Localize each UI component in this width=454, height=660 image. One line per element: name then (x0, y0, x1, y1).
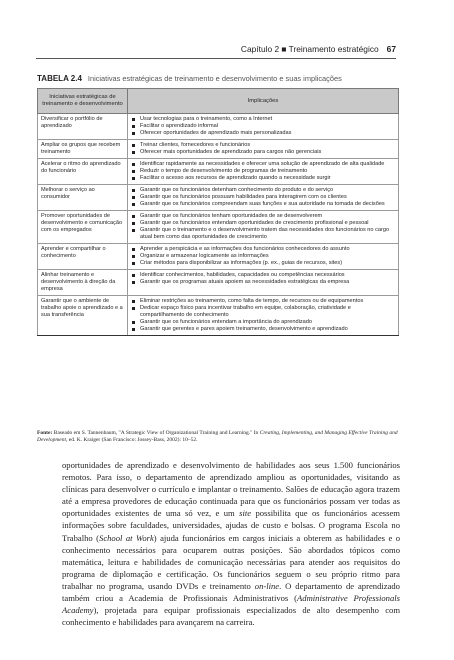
table-caption: Iniciativas estratégicas de treinamento e desenvolvimento e suas implicações (87, 74, 342, 83)
table-row (38, 211, 399, 244)
header-rule (36, 58, 396, 59)
body-part-3: ) ajuda funcionários em cargos iniciais a obterem as habilidades e o conhecimento necessários para ocuparem outras posições. São abordados tópicos como matemática, leitura e habilidades de comunicação necessárias para atender aos requisitos do programa de diplomação e certificação. Os funcionários seguem o seu próprio ritmo para trabalhar no programa, usando DVDs e treinamento (62, 532, 400, 591)
table-title (37, 74, 407, 83)
implications-list (131, 298, 395, 333)
source-text-1: Baseado em S. Tannenbaum, "A Strategic View of Organizational Training and Learning." In (52, 430, 260, 436)
table-row (38, 159, 399, 185)
body-paragraph (62, 459, 400, 628)
implication-text: Garantir que os programas atuais apoiem as necessidades estratégicas da empresa (140, 279, 350, 285)
implication-item (131, 161, 395, 168)
implication-item (131, 272, 395, 279)
implication-item (131, 279, 395, 286)
body-part-1: oportunidades de aprendizado e desenvolvimento de habilidades aos seus 1.500 funcionários remotos. Para isso, o departamento de aprendizado ampliou as oportunidades, visitando as clínicas para desenvolver o currículo e implantar o treinamento. Salões de educação agora trazem até a empresa provedores de educação continuada para que os funcionários possam ver todas as oportunidades existentes de uma só vez, e um (62, 460, 400, 519)
implications-list (131, 213, 395, 241)
implications-list (131, 161, 395, 182)
square-bullet-icon (132, 151, 135, 154)
implications-cell (128, 211, 399, 244)
implications-list (131, 246, 395, 267)
implication-text: Criar métodos para disponibilizar as informações (p. ex., guias de recursos, sites) (140, 260, 343, 266)
implication-text: Garantir que os funcionários entendam oportunidades de crescimento profissional e pessoal (140, 220, 369, 226)
body-online: on-line (254, 580, 280, 591)
table-header-row (38, 89, 399, 114)
implication-item (131, 187, 395, 194)
initiative-cell: Promover oportunidades de desenvolvimento e comunicação com os empregados (38, 211, 128, 244)
implication-text: Aprender a perspicácia e as informações dos funcionários conhecedores do assunto (140, 246, 350, 252)
strategy-table (37, 88, 399, 336)
header-implications: Implicações (128, 89, 399, 114)
source-label: Fonte: (37, 430, 53, 436)
implications-cell (128, 159, 399, 185)
implications-cell (128, 244, 399, 270)
page-number: 67 (386, 44, 396, 54)
square-bullet-icon (132, 281, 135, 284)
body-site: site (239, 508, 252, 519)
implication-text: Garantir que os funcionários detenham conhecimento do produto e do serviço (140, 187, 334, 193)
square-bullet-icon (132, 321, 135, 324)
implication-item (131, 319, 395, 326)
implication-item (131, 227, 395, 241)
square-bullet-icon (132, 307, 135, 310)
body-part-4: . O departamento de aprendizado também criou a Academia de Profissionais Administrativos ( (62, 580, 400, 604)
implications-cell (128, 114, 399, 140)
square-bullet-icon (132, 163, 135, 166)
implication-item (131, 298, 395, 305)
square-bullet-icon (132, 118, 135, 121)
square-bullet-icon (132, 255, 135, 258)
source-text-2: ed. K. Kraiger (San Francisco: Jossey-Bass, 2002): 10–52. (67, 437, 198, 443)
square-bullet-icon (132, 274, 135, 277)
implication-text: Reduzir o tempo de desenvolvimento de programas de treinamento (140, 168, 308, 174)
body-part-2: possibilita que os funcionários acessem informações sobre faculdades, universidades, ajudas de custo e bolsas. O programa Escola no Trabalho ( (62, 508, 400, 543)
implications-list (131, 116, 395, 137)
implication-item (131, 149, 395, 156)
implication-text: Usar tecnologias para o treinamento, como a Internet (140, 116, 273, 122)
implications-list (131, 187, 395, 208)
implication-item (131, 130, 395, 137)
table-row (38, 296, 399, 336)
implication-item (131, 123, 395, 130)
square-bullet-icon (132, 177, 135, 180)
implication-text: Garantir que os funcionários compreendam suas funções e sua autoridade na tomada de decisões (140, 201, 385, 207)
square-bullet-icon (132, 262, 135, 265)
implications-cell (128, 296, 399, 336)
implications-cell (128, 270, 399, 296)
square-bullet-icon (132, 170, 135, 173)
implication-item (131, 305, 395, 319)
implication-text: Garantir que os funcionários possuam habilidades para interagirem com os clientes (140, 194, 347, 200)
square-bullet-icon (132, 125, 135, 128)
table-body (38, 114, 399, 336)
square-bullet-icon (132, 248, 135, 251)
implication-text: Facilitar o aprendizado informal (140, 123, 219, 129)
body-academy: Administrative Professionals Academy (62, 593, 400, 616)
initiative-cell: Melhorar o serviço ao consumidor (38, 185, 128, 211)
table-label: TABELA 2.4 (37, 74, 82, 83)
initiative-cell: Ampliar os grupos que recebem treinamento (38, 140, 128, 159)
implication-item (131, 175, 395, 182)
implication-item (131, 201, 395, 208)
implications-list (131, 142, 395, 156)
table-row (38, 185, 399, 211)
header-initiatives: Iniciativas estratégicas de treinamento e desenvolvimento (38, 89, 128, 114)
table-row (38, 270, 399, 296)
source-book-title: Creating, Implementing, and Managing Effective Training and Development, (37, 430, 398, 443)
implication-text: Oferecer mais oportunidades de aprendizado para cargos não gerenciais (140, 149, 322, 155)
implication-item (131, 220, 395, 227)
implication-text: Garantir que o treinamento e o desenvolvimento tratem das necessidades dos funcionários no cargo atual bem como das oportunidades de crescimento (140, 227, 390, 240)
initiative-cell: Acelerar o ritmo do aprendizado do funcionário (38, 159, 128, 185)
implications-list (131, 272, 395, 286)
square-bullet-icon (132, 203, 135, 206)
square-bullet-icon (132, 144, 135, 147)
square-bullet-icon (132, 229, 135, 232)
implication-text: Eliminar restrições ao treinamento, como falta de tempo, de recursos ou de equipamentos (140, 298, 364, 304)
square-bullet-icon (132, 189, 135, 192)
implication-text: Facilitar o acesso aos recursos de aprendizado quando a necessidade surgir (140, 175, 331, 181)
initiative-cell: Alinhar treinamento e desenvolvimento à direção da empresa (38, 270, 128, 296)
implication-item (131, 260, 395, 267)
initiative-cell: Diversificar o portfólio de aprendizado (38, 114, 128, 140)
implication-text: Organizar e armazenar logicamente as informações (140, 253, 269, 259)
table-row (38, 244, 399, 270)
square-bullet-icon (132, 215, 135, 218)
implication-text: Dedicar espaço físico para incentivar trabalho em equipe, colaboração, criatividade e compartilhamento de conhecimento (140, 305, 351, 318)
initiative-cell: Garantir que o ambiente de trabalho apoie o aprendizado e a sua transferência (38, 296, 128, 336)
square-bullet-icon (132, 196, 135, 199)
initiative-cell: Aprender e compartilhar o conhecimento (38, 244, 128, 270)
implication-text: Oferecer oportunidades de aprendizado mais personalizadas (140, 130, 292, 136)
implications-cell (128, 140, 399, 159)
square-bullet-icon (132, 132, 135, 135)
implication-item (131, 213, 395, 220)
implication-text: Garantir que gerentes e pares apoiem treinamento, desenvolvimento e aprendizado (140, 326, 348, 332)
implication-item (131, 168, 395, 175)
body-school-at-work: School at Work (99, 532, 154, 543)
table-source (37, 430, 399, 444)
implication-item (131, 194, 395, 201)
implication-item (131, 116, 395, 123)
table-row (38, 114, 399, 140)
implication-text: Identificar rapidamente as necessidades e oferecer uma solução de aprendizado de alta qualidade (140, 161, 385, 167)
chapter-title: Capítulo 2 ■ Treinamento estratégico (240, 44, 379, 54)
implication-item (131, 253, 395, 260)
implication-text: Garantir que os funcionários entendam a importância do aprendizado (140, 319, 312, 325)
square-bullet-icon (132, 328, 135, 331)
table-row (38, 140, 399, 159)
implication-item (131, 142, 395, 149)
body-part-5: ), projetada para equipar profissionais especializados de alto desempenho com conhecimento e habilidades para avançarem na carreira. (62, 605, 400, 628)
square-bullet-icon (132, 222, 135, 225)
implication-text: Treinar clientes, fornecedores e funcionários (140, 142, 251, 148)
implication-text: Garantir que os funcionários tenham oportunidades de se desenvolverem (140, 213, 323, 219)
implication-item (131, 326, 395, 333)
implications-cell (128, 185, 399, 211)
square-bullet-icon (132, 300, 135, 303)
running-head (241, 44, 396, 54)
implication-item (131, 246, 395, 253)
implication-text: Identificar conhecimentos, habilidades, capacidades ou competências necessários (140, 272, 345, 278)
